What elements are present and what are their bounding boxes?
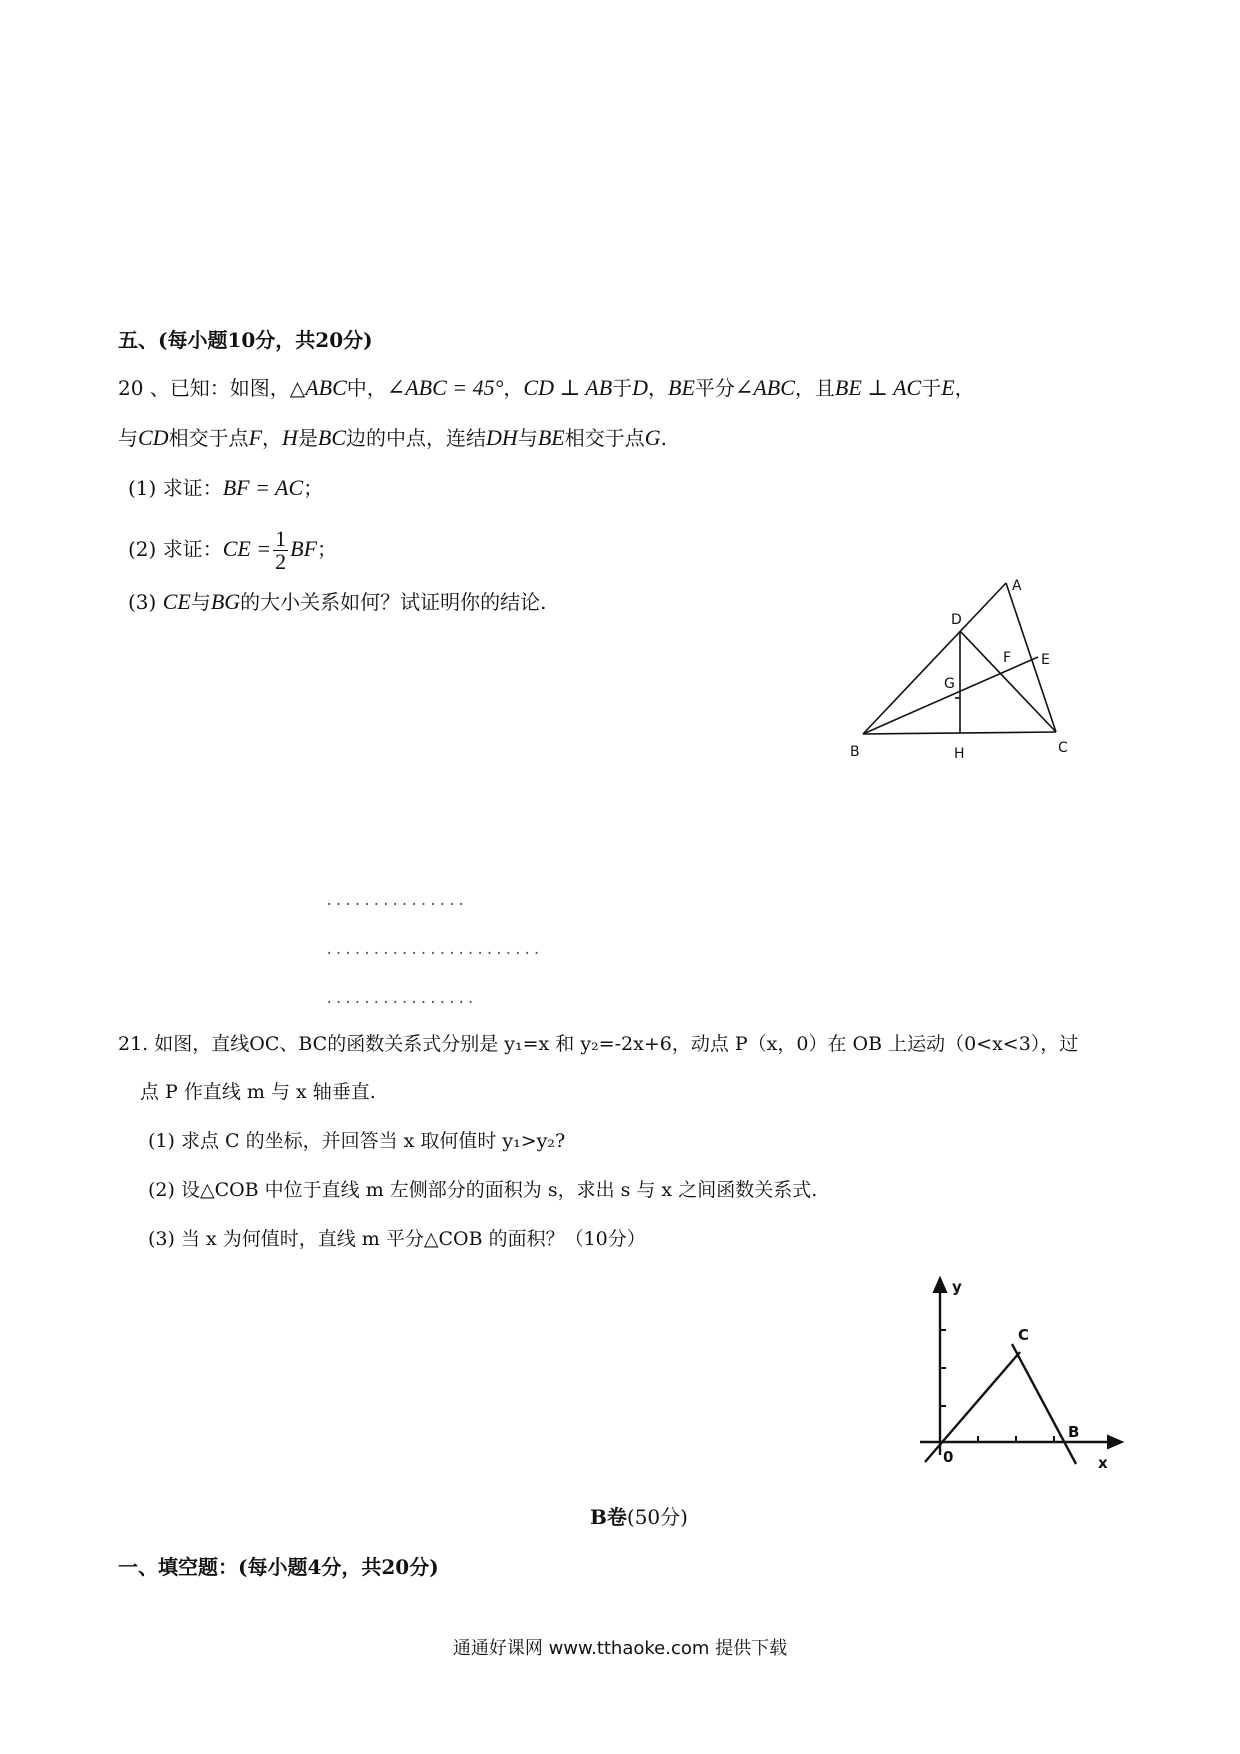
q20-math: BE [668, 375, 695, 400]
q20-part-2 [128, 524, 337, 574]
q20-math: ∠ABC = 45° [386, 375, 504, 400]
q20-text: 已知：如图，△ [169, 376, 306, 400]
label-g: G [944, 676, 955, 692]
q20-math: BF = AC [222, 475, 304, 500]
q20-math: H [282, 425, 298, 450]
fraction-denominator: 2 [275, 549, 287, 574]
q20-line-2 [118, 424, 667, 452]
q20-math: CE [162, 589, 191, 614]
q20-text: ，且 [794, 376, 835, 400]
q20-math: BC [317, 425, 347, 450]
q20-math: BG [210, 589, 241, 614]
q20-math: CD ⊥ AB [523, 375, 613, 400]
coordinate-figure [910, 1270, 1130, 1480]
q21-part-2: (2) 设△COB 中位于直线 m 左侧部分的面积为 s，求出 s 与 x 之间函数关系式. [148, 1179, 818, 1201]
q20-text: ； [303, 476, 324, 500]
label-d: D [951, 612, 962, 628]
q20-part-label: (2) 求证： [128, 537, 223, 561]
dotted-line: ................ [325, 991, 476, 1007]
dotted-line: ....................... [325, 942, 542, 958]
q20-math: BE [537, 425, 565, 450]
q20-math: ∠ABC [734, 375, 795, 400]
q20-text: 与 [517, 426, 538, 450]
q20-text: 平分 [694, 376, 735, 400]
label-y: y [952, 1278, 962, 1296]
label-x: x [1098, 1454, 1108, 1472]
q20-text: ， [262, 426, 283, 450]
q20-math: F [248, 425, 263, 450]
q20-text: 于 [921, 376, 942, 400]
q20-math: CE = [222, 536, 272, 561]
part-b-score: (50分) [626, 1505, 688, 1529]
q20-math: ABC [305, 375, 347, 400]
q21-line-1: 21. 如图，直线OC、BC的函数关系式分别是 y₁=x 和 y₂=-2x+6，动点 P（x，0）在 OB 上运动（0<x<3），过 [118, 1033, 1079, 1055]
q20-math: DH [486, 425, 518, 450]
q20-text: 与 [190, 590, 211, 614]
part-b-title [590, 1503, 688, 1531]
q20-text: ； [317, 537, 338, 561]
q20-text: . [660, 426, 667, 450]
q20-text: 中， [346, 376, 387, 400]
q20-math: BE ⊥ AC [834, 375, 922, 400]
label-origin: 0 [943, 1448, 954, 1466]
x-axis-arrow [1108, 1436, 1122, 1448]
q20-line-1 [118, 374, 975, 402]
section-heading: 五、(每小题10分，共20分) [118, 328, 373, 352]
label-c: C [1018, 1326, 1030, 1344]
q20-text: 是 [297, 426, 318, 450]
label-f: F [1003, 650, 1012, 666]
label-e: E [1041, 652, 1050, 668]
label-h: H [954, 746, 965, 762]
label-b: B [850, 744, 860, 760]
label-c: C [1058, 740, 1068, 756]
label-a: A [1012, 578, 1022, 594]
q20-text: 与 [118, 426, 138, 450]
q20-part-3 [128, 588, 547, 616]
part-b-label: B卷 [590, 1505, 627, 1529]
q20-part-label: (1) 求证： [128, 476, 223, 500]
triangle-figure [820, 570, 1090, 770]
q20-math: E [941, 375, 955, 400]
q20-text: ， [954, 376, 975, 400]
dotted-line: ............... [325, 893, 467, 909]
q20-text: 的大小关系如何？试证明你的结论. [240, 590, 547, 614]
q20-math: CD [138, 425, 169, 450]
q20-math: G [644, 425, 661, 450]
q20-text: 于 [612, 376, 633, 400]
q20-text: ， [503, 376, 524, 400]
segment-ba [863, 583, 1006, 734]
label-b: B [1068, 1423, 1080, 1441]
section-b1-heading: 一、填空题：(每小题4分，共20分) [118, 1555, 439, 1579]
q20-part-label: (3) [128, 590, 163, 614]
q20-text: ， [648, 376, 669, 400]
line-bc [1012, 1344, 1076, 1464]
fraction-numerator: 1 [275, 526, 287, 551]
q20-text: 边的中点，连结 [346, 426, 487, 450]
q21-part-3: (3) 当 x 为何值时，直线 m 平分△COB 的面积？（10分） [148, 1228, 646, 1250]
segment-cd [960, 631, 1056, 732]
q20-part-1 [128, 474, 323, 502]
q20-number: 20 、 [118, 376, 170, 400]
q20-math: BF [290, 536, 318, 561]
page-footer: 通通好课网 www.tthaoke.com 提供下载 [452, 1638, 788, 1659]
q20-text: 相交于点 [564, 426, 645, 450]
q21-line-2: 点 P 作直线 m 与 x 轴垂直. [140, 1081, 376, 1103]
y-axis-arrow [934, 1278, 946, 1292]
q20-math: D [632, 375, 649, 400]
q21-part-1: (1) 求点 C 的坐标，并回答当 x 取何值时 y₁>y₂? [148, 1130, 566, 1152]
fraction-one-half [273, 528, 288, 573]
segment-be [863, 657, 1038, 734]
q20-text: 相交于点 [168, 426, 249, 450]
